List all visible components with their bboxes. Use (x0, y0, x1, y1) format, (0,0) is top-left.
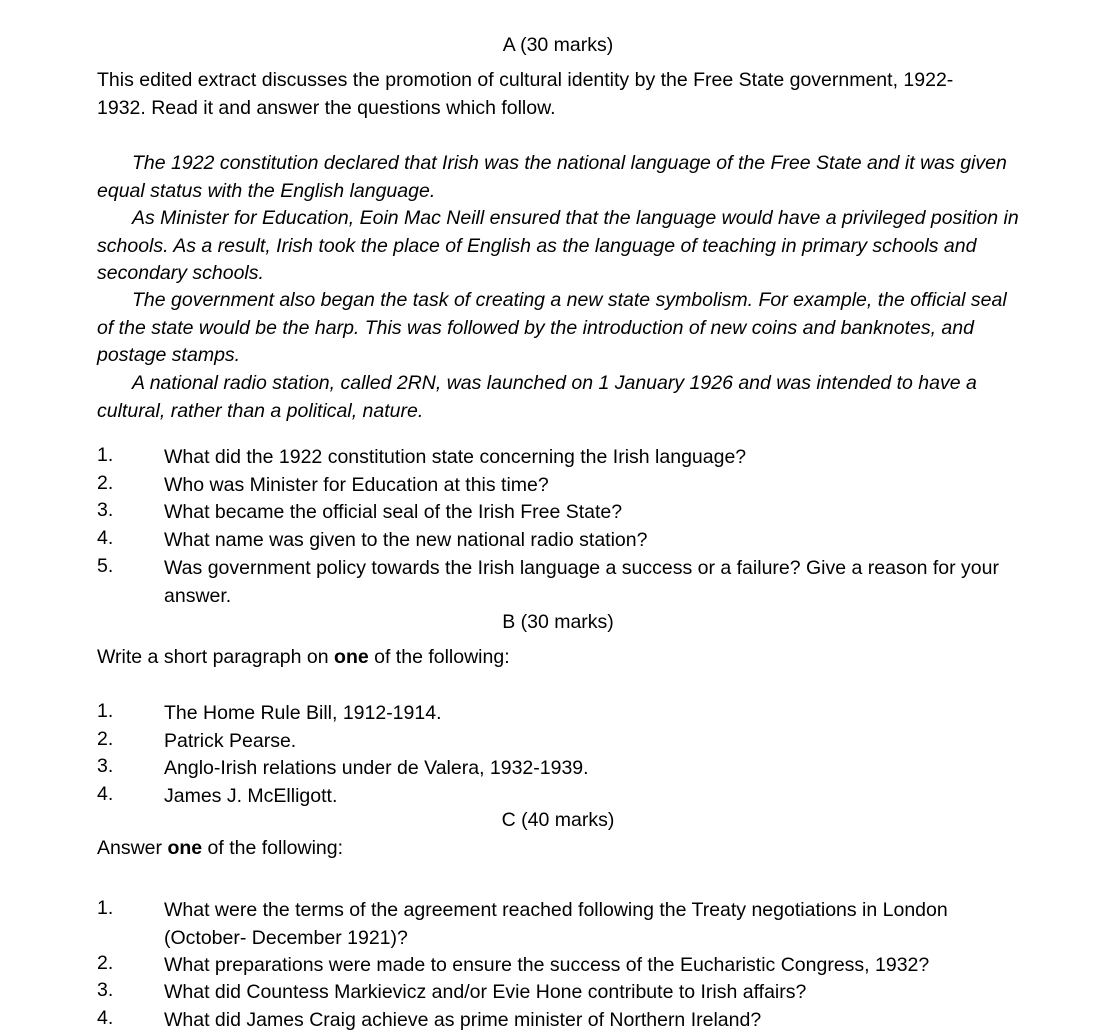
extract-paragraph-4: A national radio station, called 2RN, was launched on 1 January 1926 and was intended to have a cultural, rather than a political, nature. (97, 372, 977, 422)
item-text: Anglo-Irish relations under de Valera, 1932-1939. (164, 757, 589, 779)
section-a-intro-line2: 1932. Read it and answer the questions which follow. (97, 97, 556, 119)
section-b-instruction: Write a short paragraph on one of the following: (97, 646, 510, 668)
item-number: 2. (97, 728, 114, 750)
item-text: What were the terms of the agreement reached following the Treaty negotiations in London (October- December 1921)? (164, 899, 948, 949)
extract-paragraph-1: The 1922 constitution declared that Irish was the national language of the Free State and it was given equal status with the English language. (97, 152, 1007, 202)
extract-paragraph-2: As Minister for Education, Eoin Mac Neill ensured that the language would have a privileged position in schools. As a result, Irish took the place of English as the language of teaching in primary schools and secondary schools. (97, 207, 1019, 284)
question-number: 3. (97, 499, 114, 521)
question-text: What became the official seal of the Irish Free State? (164, 501, 623, 523)
item-number: 3. (97, 979, 114, 1001)
item-number: 2. (97, 952, 114, 974)
extract-paragraph-3: The government also began the task of creating a new state symbolism. For example, the official seal of the state would be the harp. This was followed by the introduction of new coins and banknotes, and postage stamps. (97, 289, 1007, 366)
item-text: James J. McElligott. (164, 785, 338, 807)
section-c-instruction: Answer one of the following: (97, 837, 344, 859)
item-number: 4. (97, 783, 114, 805)
question-text: Was government policy towards the Irish language a success or a failure? Give a reason for your answer. (164, 557, 999, 607)
item-number: 3. (97, 755, 114, 777)
item-number: 1. (97, 897, 114, 919)
item-text: What preparations were made to ensure the success of the Eucharistic Congress, 1932? (164, 954, 930, 976)
question-number: 4. (97, 527, 114, 549)
question-text: What did the 1922 constitution state concerning the Irish language? (164, 446, 747, 468)
question-number: 2. (97, 472, 114, 494)
question-number: 5. (97, 555, 114, 577)
question-text: What name was given to the new national radio station? (164, 529, 648, 551)
question-number: 1. (97, 444, 114, 466)
item-number: 1. (97, 700, 114, 722)
section-b-heading: B (30 marks) (502, 611, 614, 633)
item-text: What did Countess Markievicz and/or Evie Hone contribute to Irish affairs? (164, 981, 807, 1003)
item-text: The Home Rule Bill, 1912-1914. (164, 702, 442, 724)
item-number: 4. (97, 1007, 114, 1029)
item-text: Patrick Pearse. (164, 730, 297, 752)
item-text: What did James Craig achieve as prime minister of Northern Ireland? (164, 1009, 762, 1031)
section-a-heading: A (30 marks) (502, 34, 614, 56)
section-c-heading: C (40 marks) (501, 809, 615, 831)
question-text: Who was Minister for Education at this time? (164, 474, 549, 496)
section-a-intro-line1: This edited extract discusses the promotion of cultural identity by the Free State government, 1922- (97, 69, 954, 91)
